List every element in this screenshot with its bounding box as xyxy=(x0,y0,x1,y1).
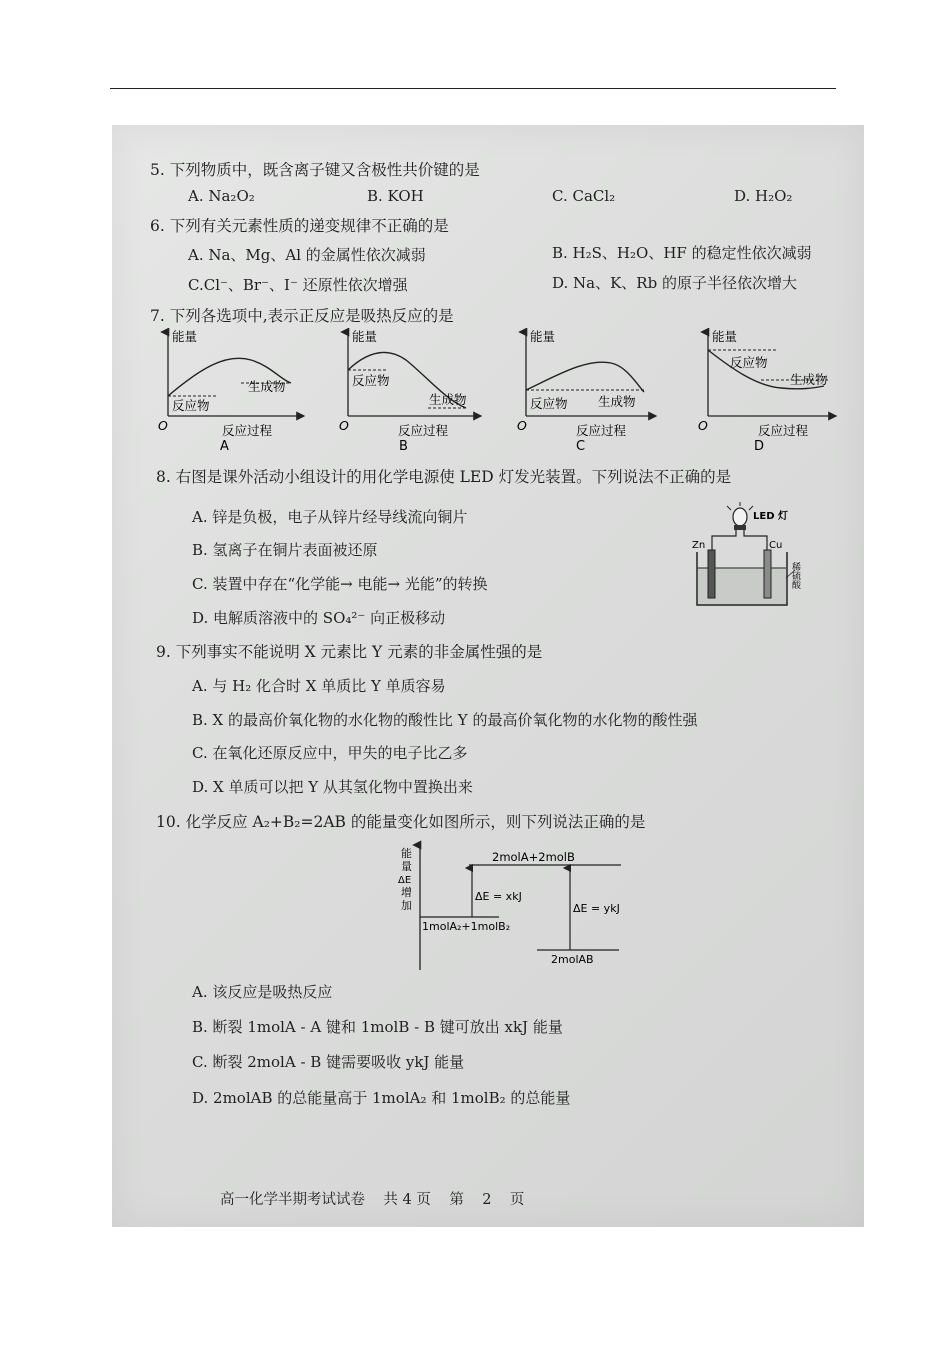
q7b-xlabel: 反应过程 xyxy=(398,423,449,438)
q7b-product: 生成物 xyxy=(429,392,467,407)
q5-option-d: D. H₂O₂ xyxy=(734,187,793,205)
q8-option-c: C. 装置中存在“化学能→ 电能→ 光能”的转换 xyxy=(192,575,488,593)
q10-axis-5: 加 xyxy=(401,899,412,912)
q7a-label: A xyxy=(220,439,229,453)
q10-axis-1: 能 xyxy=(401,847,412,860)
q7-graph-a xyxy=(158,329,304,453)
led-label: LED 灯 xyxy=(753,511,788,522)
q10-option-c: C. 断裂 2molA - B 键需要吸收 ykJ 能量 xyxy=(192,1053,465,1071)
q8-stem: 8. 右图是课外活动小组设计的用化学电源使 LED 灯发光装置。下列说法不正确的是 xyxy=(156,468,732,486)
q7c-product: 生成物 xyxy=(598,394,636,409)
q10-energy-diagram xyxy=(387,840,637,975)
q8-option-a: A. 锌是负极，电子从锌片经导线流向铜片 xyxy=(192,508,468,526)
q10-axis-3: ΔE xyxy=(398,875,412,886)
q7a-ylabel: 能量 xyxy=(172,329,198,344)
q10-option-d: D. 2molAB 的总能量高于 1molA₂ 和 1molB₂ 的总能量 xyxy=(192,1089,571,1107)
q7d-reactant: 反应物 xyxy=(730,355,768,370)
zn-label: Zn xyxy=(692,540,706,551)
q10-right-level: 2molAB xyxy=(551,953,594,966)
q7d-xlabel: 反应过程 xyxy=(758,423,809,438)
q8-led-cell-diagram xyxy=(687,500,827,610)
q10-axis-2: 量 xyxy=(401,860,412,873)
q5-option-c: C. CaCl₂ xyxy=(552,187,616,205)
q7c-origin: O xyxy=(517,418,527,433)
q9-option-b: B. X 的最高价氧化物的水化物的酸性比 Y 的最高价氧化物的水化物的酸性强 xyxy=(192,711,698,729)
q10-left-level: 1molA₂+1molB₂ xyxy=(422,920,511,933)
q7a-product: 生成物 xyxy=(248,379,286,394)
q7d-ylabel: 能量 xyxy=(712,329,738,344)
q9-option-c: C. 在氧化还原反应中，甲失的电子比乙多 xyxy=(192,744,468,762)
q9-option-d: D. X 单质可以把 Y 从其氢化物中置换出来 xyxy=(192,778,473,796)
header-rule xyxy=(110,88,836,89)
q7b-label: B xyxy=(399,439,408,453)
q7b-ylabel: 能量 xyxy=(352,329,378,344)
q7c-ylabel: 能量 xyxy=(530,329,556,344)
q8-option-b: B. 氢离子在铜片表面被还原 xyxy=(192,541,378,559)
q7c-reactant: 反应物 xyxy=(530,396,568,411)
q7d-origin: O xyxy=(698,418,708,433)
q7-stem: 7. 下列各选项中,表示正反应是吸热反应的是 xyxy=(150,307,454,325)
q10-option-a: A. 该反应是吸热反应 xyxy=(192,983,333,1001)
exam-paper xyxy=(112,125,864,1227)
q10-stem: 10. 化学反应 A₂+B₂=2AB 的能量变化如图所示，则下列说法正确的是 xyxy=(156,813,646,831)
q10-de-x: ΔE = xkJ xyxy=(475,890,522,903)
q7d-label: D xyxy=(754,439,765,453)
q7b-reactant: 反应物 xyxy=(352,373,390,388)
page-footer: 高一化学半期考试试卷 共 4 页 第 2 页 xyxy=(220,1192,525,1208)
q9-stem: 9. 下列事实不能说明 X 元素比 Y 元素的非金属性强的是 xyxy=(156,643,543,661)
q7a-origin: O xyxy=(158,418,168,433)
q7c-xlabel: 反应过程 xyxy=(576,423,627,438)
q6-option-a: A. Na、Mg、Al 的金属性依次减弱 xyxy=(188,246,426,264)
q10-axis-4: 增 xyxy=(401,886,412,899)
q7c-label: C xyxy=(576,439,586,453)
q6-stem: 6. 下列有关元素性质的递变规律不正确的是 xyxy=(150,217,449,235)
acid-label: 稀硫酸 xyxy=(790,562,800,589)
q7a-xlabel: 反应过程 xyxy=(222,423,273,438)
q7-graph-d xyxy=(698,329,836,453)
q6-option-c: C.Cl⁻、Br⁻、I⁻ 还原性依次增强 xyxy=(188,276,408,294)
q8-option-d: D. 电解质溶液中的 SO₄²⁻ 向正极移动 xyxy=(192,609,446,627)
q7-graph-b xyxy=(339,329,481,453)
q6-option-b: B. H₂S、H₂O、HF 的稳定性依次减弱 xyxy=(552,244,812,262)
q7-energy-graphs xyxy=(156,328,856,453)
q10-de-y: ΔE = ykJ xyxy=(573,902,620,915)
q5-option-b: B. KOH xyxy=(367,187,424,205)
q5-stem: 5. 下列物质中，既含离子键又含极性共价键的是 xyxy=(150,161,480,179)
q7b-origin: O xyxy=(339,418,349,433)
q10-top-level: 2molA+2molB xyxy=(492,850,575,864)
q7d-product: 生成物 xyxy=(790,372,828,387)
q7a-reactant: 反应物 xyxy=(172,398,210,413)
led-bulb-icon xyxy=(733,508,747,526)
q7-graph-c xyxy=(517,329,656,453)
q9-option-a: A. 与 H₂ 化合时 X 单质比 Y 单质容易 xyxy=(192,677,446,695)
q10-option-b: B. 断裂 1molA - A 键和 1molB - B 键可放出 xkJ 能量 xyxy=(192,1018,563,1036)
q5-option-a: A. Na₂O₂ xyxy=(188,187,255,205)
cu-label: Cu xyxy=(769,540,783,551)
q6-option-d: D. Na、K、Rb 的原子半径依次增大 xyxy=(552,274,797,292)
